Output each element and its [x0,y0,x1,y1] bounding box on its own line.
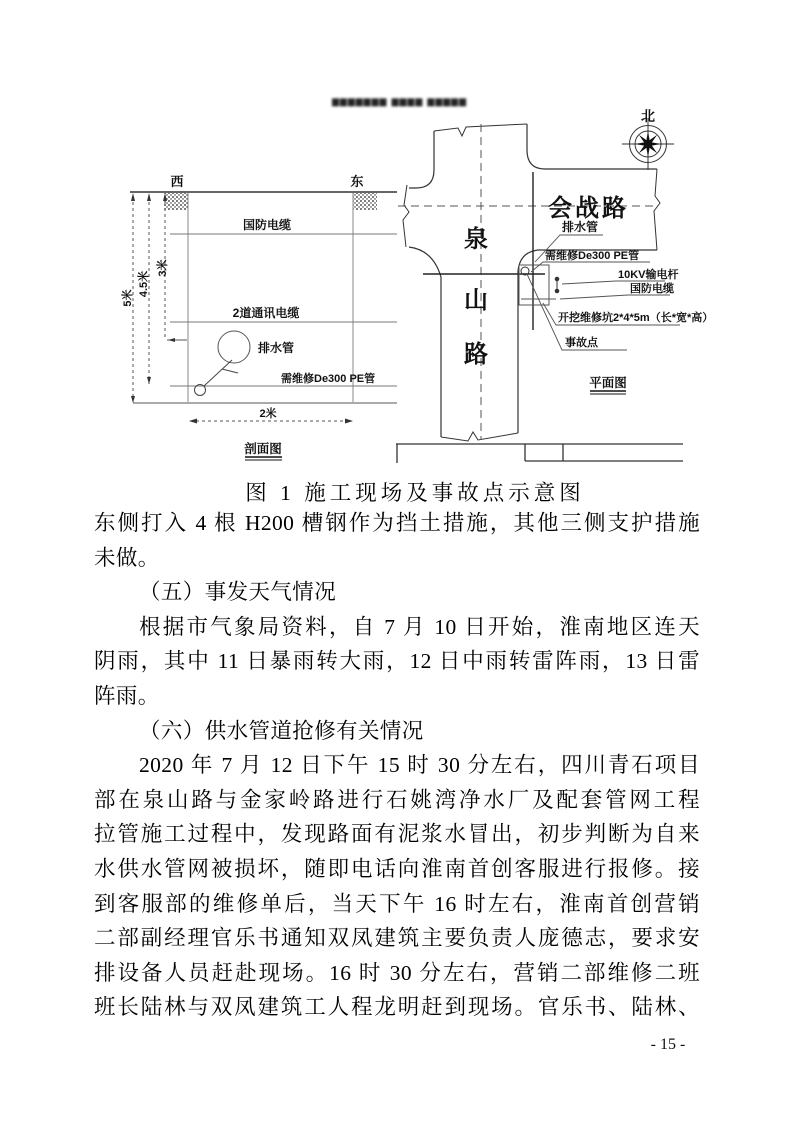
body-text [94,506,700,1025]
pe-pipe-label: 需维修De300 PE管 [281,373,376,385]
road-edge-sw [409,247,441,437]
body-line: 排设备人员赶赴现场。16 时 30 分左右，营销二部维修二班 [94,960,700,985]
defense-cable-plan-label: 国防电缆 [630,283,674,295]
road-edge-nw [409,131,434,188]
figure-caption: 图 1 施工现场及事故点示意图 [245,481,585,505]
road-quanshan-char3: 路 [464,341,488,368]
pe-pipe-plan-label: 需维修De300 PE管 [545,250,640,262]
road-quanshan-char1: 泉 [464,226,488,253]
body-line-heading: （六）供水管道抢修有关情况 [139,718,424,743]
road-edge-ne [527,124,657,169]
body-line: 二部副经理官乐书通知双凤建筑主要负责人庞德志，要求安 [94,926,700,951]
road-break-east [654,169,660,250]
drain-plan-label: 排水管 [562,220,599,234]
body-line: 东侧打入 4 根 H200 槽钢作为挡土措施，其他三侧支护措施 [94,511,700,535]
body-line: 部在泉山路与金家岭路进行石姚湾净水厂及配套管网工程 [94,787,700,812]
dim-5m-label: 5米 [122,289,134,307]
body-line: 拉管施工过程中，发现路面有泥浆水冒出，初步判断为自来 [94,822,700,847]
dim-4-5m-label: 4.5米 [138,270,150,298]
body-line-heading: （五）事发天气情况 [139,580,337,605]
section-view-title: 剖面图 [244,442,282,456]
illegible-title-smudge: ▆▆▆▆▆▆▆ ▆▆▆▆ ▆▆▆▆▆ [332,97,468,107]
drain-pipe-label: 排水管 [258,341,295,355]
dim-2m-label: 2米 [259,408,277,420]
body-line: 到客服部的维修单后，当天下午 16 时左右，淮南首创营销 [94,891,700,916]
body-line: 水供水管网被损坏，随即电话向淮南首创客服进行报修。接 [94,856,700,881]
drain-pipe-circle [218,331,250,363]
body-line: 根据市气象局资料，自 7 月 10 日开始，淮南地区连天 [139,614,700,639]
plan-view-title: 平面图 [589,376,627,390]
road-quanshan-char2: 山 [464,287,488,314]
dim-3m-label: 3米 [157,259,169,277]
power-pole-label: 10KV输电杆 [618,269,679,281]
west-label: 西 [170,174,184,189]
road-centerlines [398,124,655,440]
body-line: 阵雨。 [94,683,160,708]
figure-1-diagram [0,0,793,478]
body-line: 班长陆林与双凤建筑工人程龙明赶到现场。官乐书、陆林、 [94,995,700,1020]
road-break-bottom [441,432,518,441]
power-pole-symbol [555,277,559,293]
repair-pit-label: 开挖维修坑2*4*5m（长*宽*高） [558,312,714,324]
road-break-west [403,185,409,247]
comm-cable-label: 2道通讯电缆 [232,306,300,320]
road-huizhan-label: 会战路 [548,195,629,222]
page-number: - 15 - [650,1036,686,1053]
soil-hatch-right [353,193,377,210]
drill-rod-symbol [195,360,239,396]
north-compass-icon [622,118,674,170]
defense-cable-label: 国防电缆 [242,218,292,232]
body-line: 未做。 [94,545,160,570]
sheet-bottom-band [396,444,683,463]
north-label: 北 [641,108,655,124]
east-label: 东 [350,174,364,189]
accident-point-label: 事故点 [565,337,598,349]
body-line: 阴雨，其中 11 日暴雨转大雨，12 日中雨转雷阵雨，13 日雷 [94,649,700,674]
soil-hatch-left [164,193,188,210]
body-line: 2020 年 7 月 12 日下午 15 时 30 分左右，四川青石项目 [139,753,700,778]
